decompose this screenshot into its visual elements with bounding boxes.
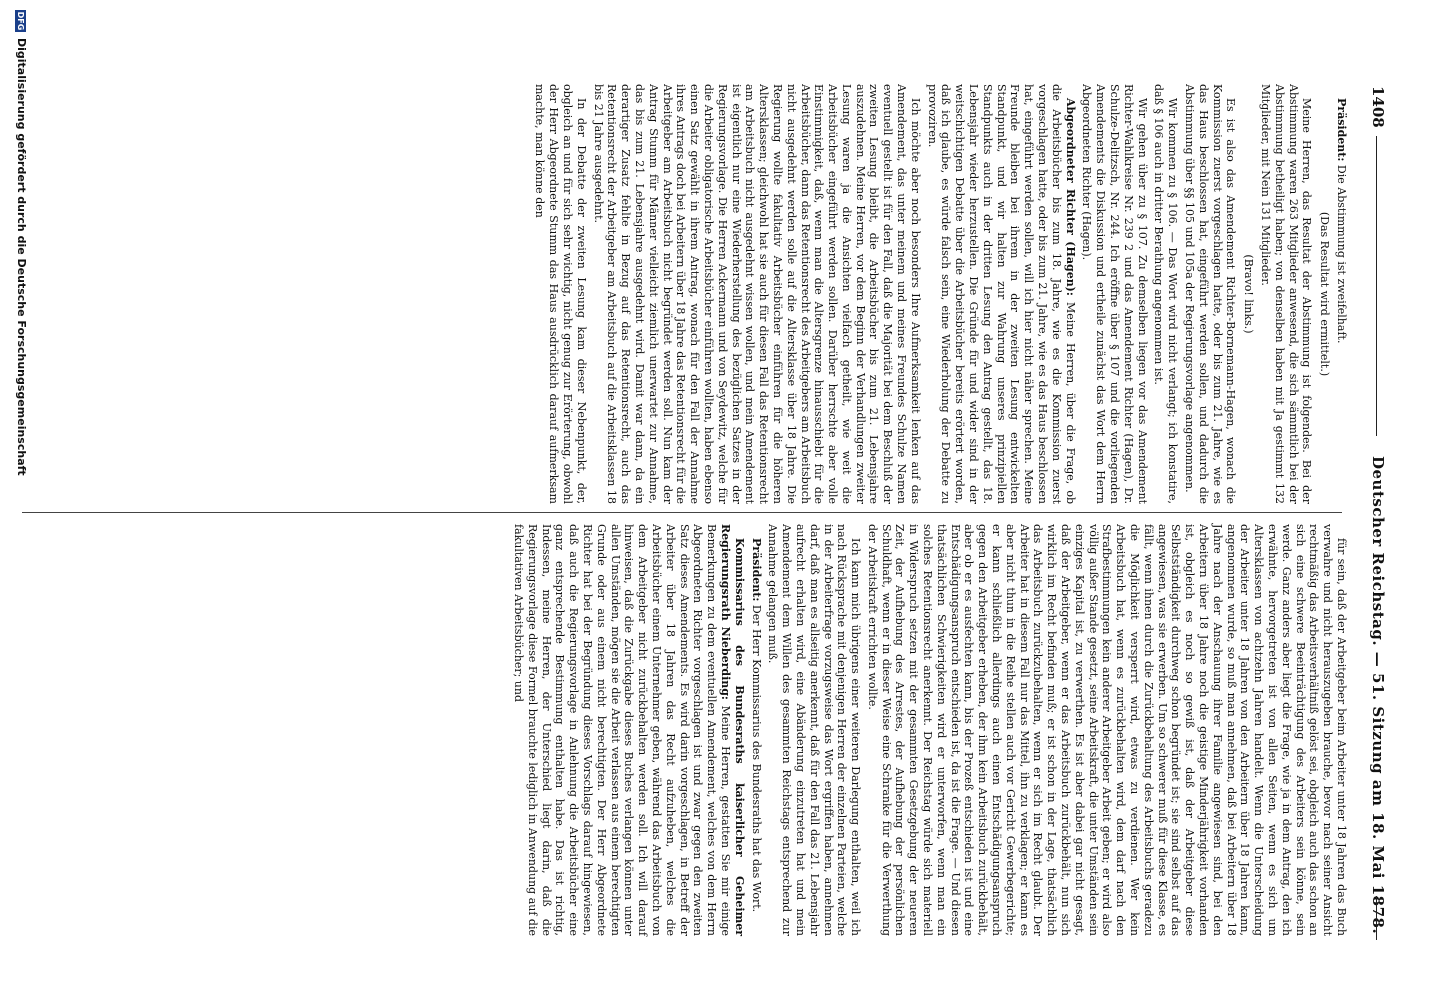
speaker-name: Kommissarius des Bundesraths kaiserlicher Geheimer Regierungsrath Nieberding:: [718, 524, 746, 936]
stage-direction: (Bravo! links.): [1242, 254, 1256, 334]
stage-direction: (Das Resultat wird ermittelt.): [1318, 211, 1332, 377]
paragraph: In der Debatte der zweiten Lesung kam dieser Nebenpunkt, der, obgleich an und für sich sehr wichtig, nicht genug zur Erörterung, obwohl der Herr Abgeordnete Stumm das Haus ausdrücklich darauf aufmerksam machte, man könne den: [533, 84, 588, 504]
header-rule-right: [1376, 896, 1377, 940]
right-column: [18, 524, 1348, 936]
paragraph: [749, 524, 763, 936]
paragraph: Ich möchte aber noch besonders Ihre Aufmerksamkeit lenken auf das Amendement, das unter meinem und meines Freundes Schulze Namen eventuell gestellt ist für den Fall, daß die Majorität bei dem Beschluß der zweiten Lesung bleibt, die Arbeitsbücher bis zum 21. Lebensjahre auszudehnen. Meine Herren, vor dem Beginn der Verhandlungen zweiter Lesung waren ja die Ansichten vielfach getheilt, wie weit die Arbeitsbücher eingeführt werden sollen. Darüber herrschte aber volle Einstimmigkeit, daß, wenn man die Altersgrenze hinausschiebt für die Arbeitsbücher, dann das Retentionsrecht des Arbeitgebers am Arbeitsbuch nicht ausgedehnt werden solle auf die Altersklasse über 18 Jahre. Die Regierung wollte fakultativ Arbeitsbücher einführen für die höheren Altersklassen; gleichwohl hat sie auch für diesen Fall das Retentionsrecht am Arbeitsbuch nicht ausgedehnt wissen wollen, und mein Amendement ist eigentlich nur eine Wiederherstellung des bezüglichen Satzes in der Regierungsvorlage. Die Herren Ackermann und von Seydewitz, welche für die Arbeiter obligatorische Arbeitsbücher einführen wollten, haben ebenso einen Satz gewählt in ihrem Antrag, wonach für den Fall der Annahme ihres Antrags doch bei Arbeitern über 18 Jahre das Retentionsrecht für die Arbeitgeber am Arbeitsbuch nicht begründet werden soll. Nun kam der Antrag Stumm für Männer vielleicht ziemlich unerwartet zur Annahme, das bis zum 21. Lebensjahre ausgedehnt wird. Damit war dann, da ein derartiger Zusatz fehlte in Bezug auf das Retentionsrecht, auch das Retentionsrecht der Arbeitgeber am Arbeitsbuch auf die Arbeitsklassen 18 bis 21 Jahre ausgedehnt.: [591, 84, 922, 504]
page-number: 1408: [1369, 86, 1387, 128]
column-divider: [22, 512, 1342, 513]
paragraph: [511, 524, 746, 936]
speaker-name: Abgeordneter Richter (Hagen):: [1063, 98, 1077, 296]
digitization-footer: [15, 10, 28, 990]
speaker-name: Präsident:: [1335, 98, 1348, 162]
paragraph: [925, 84, 1077, 504]
speech-text: Die Abstimmung ist zweifelhaft.: [1335, 164, 1348, 344]
speech-text: Der Herr Kommissarius des Bundesraths hat das Wort.: [749, 604, 763, 913]
header-rule-left: [1376, 136, 1377, 436]
left-column: [18, 84, 1348, 504]
footer-text: Digitalisierung gefördert durch die Deutsche Forschungsgemeinschaft: [15, 38, 28, 476]
paragraph: [1334, 84, 1348, 504]
paragraph: Es ist also das Amendement Richter-Bornemann-Hagen, wonach die Kommission zuerst vorgeschlagen hatte, oder bis zum 21. Jahre, wie es das Haus beschlossen hat, eingeführt werden sollen, und dadurch die Abstimmung über §§ 105 und 105a der Regierungsvorlage angenommen.: [1183, 84, 1238, 504]
paragraph: für sein, daß der Arbeitgeber beim Arbeiter unter 18 Jahren das Buch verwahre und nicht herauszugeben brauche, bevor nach seiner Ansicht rechtmäßig das Arbeitsverhältniß gelöst sei, obgleich auch das schon an sich eine schwere Beeinträchtigung des Arbeiters sein könne, sein werde. Ganz anders aber liegt die Frage, wie ja in dem Antrag, den ich erwähnte, hervorgetreten ist von allen Seiten, wenn es sich um Altersklassen von achtzehn Jahren handelt. Wenn die Unterscheidung der Arbeiter unter 18 Jahren von den Arbeitern über 18 Jahren kann, angenommen wurde, so muß man annehmen, daß bei Arbeitern über 18 Jahre nach der Anschauung ihrer Familie angewiesen sind, bei den Arbeitern über 18 Jahre noch die geistige Minderjährigkeit vorhanden ist, obgleich es noch so gewiß ist, daß der Arbeitgeber diese Selbstständigkeit durchweg schon begründet ist; sie sind selbst auf das angewiesen, was sie erwerben. Um so schwerer muß für diese Klasse, es fällt, wenn ihnen durch die Zurückbehaltung des Arbeitsbuchs geradezu die Möglichkeit versperrt wird, etwas zu verdienen. Wer kein Arbeitsbuch hat, wenn es zurückbehalten wird, dem darf nach den Strafbestimmungen kein anderer Arbeitgeber Arbeit geben; er wird also völlig außer Stande gesetzt, seine Arbeitskraft, die unter Umständen sein einziges Kapital ist, zu verwerthen. Es ist aber dabei gar nicht gesagt, daß der Arbeitgeber, wenn er das Arbeitsbuch zurückbehält, nun sich wirklich im Recht befinden muß; er ist schon in der Lage, thatsächlich das Arbeitsbuch zurückzubehalten, wenn er sich im Recht glaubt. Der Arbeiter hat in diesem Fall nur das Mittel, ihn zu verklagen; er kann es aber nicht thun in die Reihe stellen auch vor Gericht Gewerbegerichte; er kann schließlich allerdings auch einen Entschädigungsanspruch gegen den Arbeitgeber erheben, der ihm kein Arbeitsbuch zurückbehält, aber ob er es ausfechten kann, bis der Prozeß entschieden ist und eine Entschädigungsanspruch entschieden ist, da ist die Frage. — Und diesen thatsächlichen Schwierigkeiten wird er unterworfen, wenn man ein solches Retentionsrecht anerkennt. Der Reichstag würde sich materiell in Widerspruch setzen mit der gesammten Gesetzgebung der neueren Zeit, der Aufhebung des Arrestes, der Aufhebung der persönlichen Schuldhaft, wenn er in dieser Weise eine Schranke für die Verwerthung der Arbeitskraft errichten wollte.: [865, 524, 1348, 936]
paragraph: Wir kommen zu § 106. — Das Wort wird nicht verlangt; ich konstatire, daß § 106 auch in dritter Berathung angenommen ist.: [1152, 84, 1180, 504]
page-header: [1355, 86, 1387, 940]
speaker-name: Präsident:: [749, 538, 763, 602]
paragraph: Meine Herren, das Resultat der Abstimmung ist folgendes. Bei der Abstimmung waren 263 Mitglieder anwesend, die sich sämmtlich bei der Abstimmung betheiligt haben; von denselben haben mit Ja gestimmt 132 Mitglieder, mit Nein 131 Mitglieder.: [1259, 84, 1314, 504]
paragraph: Wir gehen über zu § 107. Zu demselben liegen vor das Amendement Richter-Wahlkreise Nr. 239 2 und das Amendement Richter (Hagen), Dr. Schulze-Delitzsch, Nr. 244. Ich eröffne über § 107 und die vorliegenden Amendements die Diskussion und ertheile zunächst das Wort dem Herrn Abgeordneten Richter (Hagen).: [1080, 84, 1149, 504]
speech-text: Meine Herren, gestatten Sie mir einige Bemerkungen zu dem eventuellen Amendement, welches von dem Herrn Abgeordneten Richter vorgeschlagen ist und zwar gegen den zweiten Satz dieses Amendements. Es wird darin vorgeschlagen, in Betreff der Arbeiter über 18 Jahren das Recht aufzuheben, welches die Arbeitsbücher einem Unternehmer geben, während das Arbeitsbuch von dem Arbeitgeber nicht zurückbehalten werden soll. Ich will darauf hinweisen, daß die Zurückgabe dieses Buches verlangen können unter allen Umständen, mögen sie die Arbeit verlassen aus einem berechtigten Grunde oder aus einem nicht berechtigten. Der Herr Abgeordnete Richter hat bei der Begründung dieses Vorschlags darauf hingewiesen, daß auch die Regierungsvorlage in Anlehnung die Arbeitsbücher eine ganz entsprechende Bestimmung enthalten habe. Das ist richtig, Indessen, meine Herren, der Unterschied liegt darin, daß die Regierungsvorlage diese Formel brauchte lediglich in Anwendung auf die fakultativen Arbeitsbücher; und: [511, 524, 732, 936]
dfg-logo: DFG: [16, 11, 26, 31]
speech-text: Meine Herren, über die Frage, ob die Arbeitsbücher bis zum 18. Jahre, wie es die Kommission zuerst vorgeschlagen hatte, oder bis zum 21. Jahre, wie es das Haus beschlossen hat, eingeführt werden sollen, will ich hier nicht näher sprechen. Meine Freunde bleiben bei ihrem in der zweiten Lesung entwickelten Standpunkt, und wir halten zur Wahrung unseres prinzipiellen Standpunkts auch in der dritten Lesung den Antrag gestellt, das 18. Lebensjahr wieder herzustellen. Die Gründe für und wider sind in der weitschichtigen Debatte über die Arbeitsbücher bereits erörtert worden, daß ich glaube, es würde falsch sein, eine Wiederholung der Debatte zu provoziren.: [925, 84, 1077, 505]
running-title: Deutscher Reichstag. — 51. Sitzung am 18. Mai 1878.: [1369, 456, 1387, 935]
paragraph: Ich kann mich übrigens einer weiteren Darlegung enthalten, weil ich nach Rücksprache mit denjenigen Herren der einzelnen Parteien, welche in der Arbeiterfrage vorzugsweise das Wort ergriffen haben, annehmen darf, daß man es allseitig anerkennt, daß für den Fall das 21. Lebensjahr aufrecht erhalten wird, eine Abänderung einzutreten hat und mein Amendement dem Willen des gesammten Reichstags entsprechend zur Annahme gelangen muß.: [766, 524, 863, 936]
